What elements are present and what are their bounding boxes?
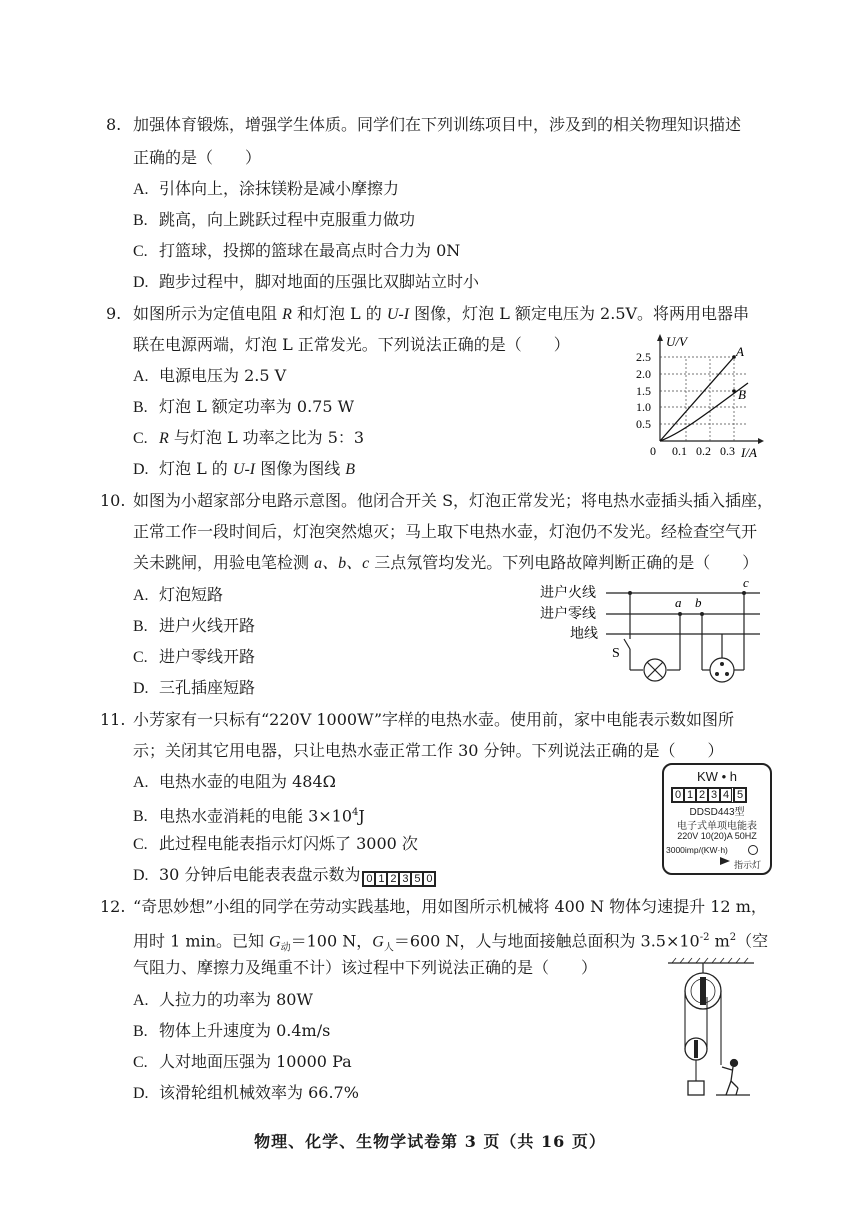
q11-number: 11. [100,710,126,729]
y-tick: 1.0 [636,400,651,414]
y-tick: 0.5 [636,417,651,431]
indicator-label: 指示灯 [734,861,762,871]
q10-stem-line1: 如图为小超家部分电路示意图。他闭合开关 S，灯泡正常发光；将电热水壶插头插入插座， [133,491,774,510]
origin-label: 0 [650,444,656,458]
live-wire-label: 进户火线 [540,586,596,601]
point-a-dot [678,612,682,616]
person-figure [722,1060,738,1096]
q8-stem-line1: 加强体育锻炼，增强学生体质。同学们在下列训练项目中，涉及到的相关物理知识描述 [133,115,742,134]
indicator-light-icon [748,845,758,855]
option-text: 跑步过程中，脚对地面的压强比双脚站立时小 [159,272,480,291]
weight-block [688,1081,704,1095]
option-text: 引体向上，涂抹镁粉是减小摩擦力 [159,179,400,198]
point-a-label: a [675,595,682,610]
lamp-symbol [644,659,666,681]
x-axis-arrow [758,438,764,444]
x-axis-label: I/A [741,445,757,460]
point-b-dot [700,612,704,616]
option-text: 打篮球，投掷的篮球在最高点时合力为 0N [159,241,461,260]
q9-stem-line2: 联在电源两端，灯泡 L 正常发光。下列说法正确的是（ ） [133,335,570,354]
neutral-wire-label: 进户零线 [540,607,596,622]
q10-option-d[interactable]: D. 三孔插座短路 [133,678,256,697]
ground-wire-label: 地线 [570,627,598,642]
option-label: A. [133,181,149,198]
q10-stem-line3: 关未跳闸，用验电笔检测 a、b、c 三点氖管均发光。下列电路故障判断正确的是（ ） [133,553,759,572]
q9-number: 9. [106,304,122,323]
curve-label-b: B [738,387,746,402]
q10-circuit-diagram [540,577,765,697]
q12-stem-line3: 气阻力、摩擦力及绳重不计）该过程中下列说法正确的是（ ） [133,958,598,977]
switch-label: S [612,646,620,661]
q11-option-d[interactable]: D. 30 分钟后电能表表盘示数为 0 1 2 3 5 0 [133,865,436,887]
q8-option-d[interactable] [133,272,479,293]
q9-option-b[interactable]: B. 灯泡 L 额定功率为 0.75 W [133,397,355,416]
option-text: 跳高，向上跳跃过程中克服重力做功 [159,210,416,229]
q11-stem-line2: 示；关闭其它用电器，只让电热水壶正常工作 30 分钟。下列说法正确的是（ ） [133,741,724,760]
q12-option-c[interactable]: C. 人对地面压强为 10000 Pa [133,1052,352,1071]
q11-option-a[interactable]: A. 电热水壶的电阻为 484Ω [133,772,336,791]
q8-option-c[interactable] [133,241,460,262]
meter-digits: 0 1 2 3 4 5 [671,787,747,803]
meter-rating: 220V 10(20)A 50HZ [677,831,757,841]
option-d-digits: 0 1 2 3 5 0 [362,871,436,887]
option-label: B. [133,212,148,229]
q11-stem-line1: 小芳家有一只标有“220V 1000W”字样的电热水壶。使用前，家中电能表示数如图所 [133,710,735,729]
option-label: C. [133,243,148,260]
y-tick: 2.0 [636,367,651,381]
y-tick: 1.5 [636,384,651,398]
q10-number: 10. [100,491,126,510]
page-footer: 物理、化学、生物学试卷第 3 页（共 16 页） [254,1132,606,1151]
q8-option-b[interactable] [133,210,415,231]
point-c-dot [742,591,746,595]
q9-option-d[interactable]: D. 灯泡 L 的 U-I 图像为图线 B [133,459,356,478]
point-c-label: c [743,577,749,590]
arrow-icon [720,857,730,865]
q9-option-a[interactable]: A. 电源电压为 2.5 V [133,366,287,385]
q9-ui-graph [630,333,765,461]
y-tick: 2.5 [636,350,651,364]
q12-stem-line1: “奇思妙想”小组的同学在劳动实践基地，用如图所示机械将 400 N 物体匀速提升 12 m， [133,897,767,916]
x-tick: 0.2 [696,444,711,458]
q10-option-c[interactable]: C. 进户零线开路 [133,647,256,666]
q9-option-c[interactable]: C. R 与灯泡 L 功率之比为 5：3 [133,428,365,447]
q10-option-a[interactable]: A. 灯泡短路 [133,585,224,604]
q12-option-d[interactable]: D. 该滑轮组机械效率为 66.7% [133,1083,359,1102]
meter-model: DDSD443型 [689,807,745,818]
q11-option-b[interactable]: B. 电热水壶消耗的电能 $3\times 10^4J$ [133,806,365,826]
meter-unit: KW • h [697,769,737,784]
curve-label-a: A [736,344,744,359]
q12-number: 12. [100,897,126,916]
x-tick: 0.3 [720,444,735,458]
option-label: D. [133,274,149,291]
q12-option-b[interactable]: B. 物体上升速度为 0.4m/s [133,1021,331,1040]
y-axis-label: U/V [666,334,687,349]
q11-option-c[interactable]: C. 此过程电能表指示灯闪烁了 3000 次 [133,834,418,853]
q10-option-b[interactable]: B. 进户火线开路 [133,616,256,635]
meter-desc: 电子式单项电能表 [677,821,757,832]
electricity-meter [662,763,772,875]
q8-option-a[interactable] [133,179,399,200]
q12-option-a[interactable]: A. 人拉力的功率为 80W [133,990,313,1009]
three-hole-socket [710,658,734,682]
q8-number: 8. [106,115,122,134]
q12-pulley-diagram [660,957,760,1102]
q12-stem-line2: 用时 1 min。已知 $G_动=100$ N，$G_人=600$ N，人与地面接触总面积为 $3.5\times 10^{-2}$ $m^2$（空 [133,931,769,954]
switch-blade [624,639,630,649]
q8-stem-line2: 正确的是（ ） [133,148,262,167]
point-b-label: b [695,595,702,610]
meter-imp: 3000imp/(KW·h) [666,845,728,855]
q10-stem-line2: 正常工作一段时间后，灯泡突然熄灭；马上取下电热水壶，灯泡仍不发光。经检查空气开 [133,522,758,541]
x-tick: 0.1 [672,444,687,458]
line-a [660,357,734,441]
q9-stem-line1: 如图所示为定值电阻 R 和灯泡 L 的 U-I 图像，灯泡 L 额定电压为 2.5V。将两用电器串 [133,304,750,323]
y-axis-arrow [657,334,663,341]
